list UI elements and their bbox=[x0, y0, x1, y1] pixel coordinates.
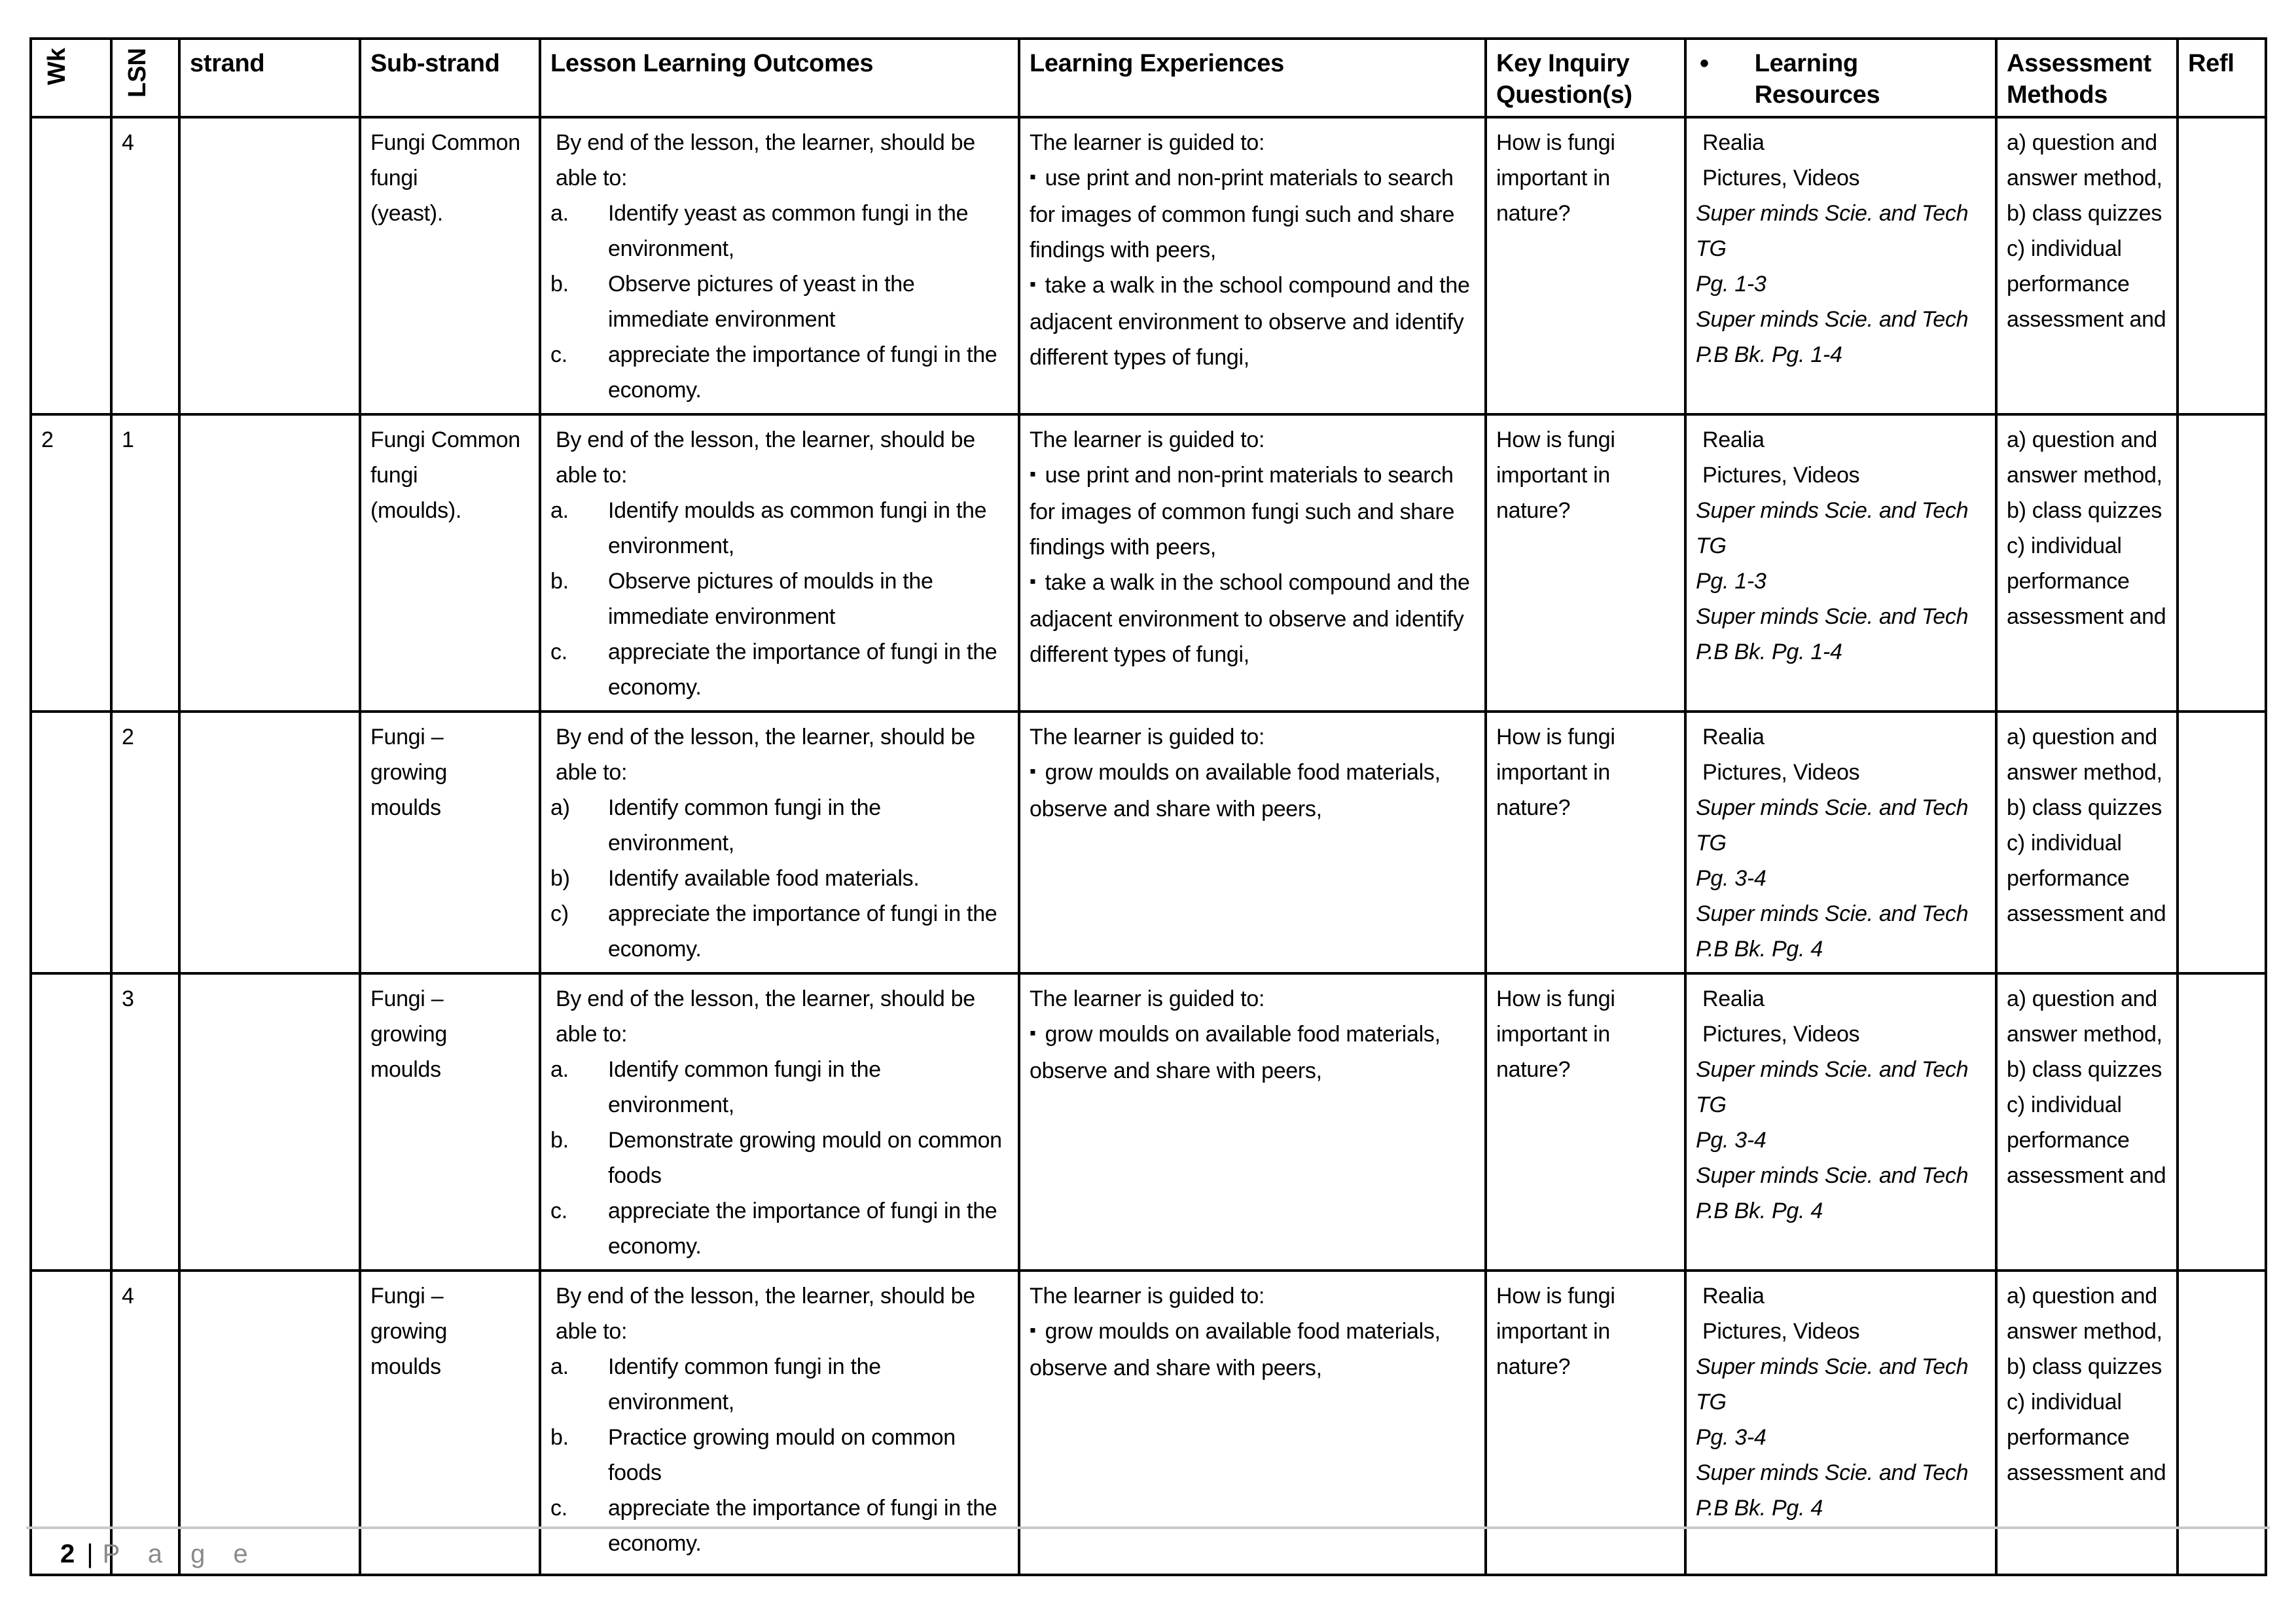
square-bullet-icon: ▪ bbox=[1030, 1022, 1036, 1043]
resource-line: Pg. 1-3 bbox=[1696, 569, 1767, 594]
outcome-item: a. Identify yeast as common fungi in the environment, bbox=[550, 201, 969, 261]
col-header-substrand: Sub-strand bbox=[360, 39, 540, 117]
lsn-cell: 4 bbox=[111, 117, 179, 414]
experience-item: ▪ grow moulds on available food materials, observe and share with peers, bbox=[1030, 1017, 1477, 1089]
experience-item: ▪ use print and non-print materials to search for images of common fungi such and share findings with peers, bbox=[1030, 458, 1477, 565]
outcome-item: c. appreciate the importance of fungi in the economy. bbox=[550, 640, 997, 700]
assessment-cell bbox=[1996, 712, 2178, 973]
experiences-intro: The learner is guided to: bbox=[1030, 986, 1265, 1011]
experiences-cell bbox=[1019, 117, 1486, 414]
assessment-line: b) class quizzes bbox=[2007, 498, 2162, 523]
inquiry-cell: How is fungi important in nature? bbox=[1486, 712, 1685, 973]
resources-cell bbox=[1685, 712, 1996, 973]
col-header-strand: strand bbox=[179, 39, 360, 117]
outcome-item: a. Identify moulds as common fungi in the environment, bbox=[550, 498, 987, 558]
lsn-cell: 1 bbox=[111, 414, 179, 712]
assessment-line: c) individual performance assessment and bbox=[2007, 1092, 2166, 1188]
experience-item: ▪ grow moulds on available food materials, observe and share with peers, bbox=[1030, 1314, 1477, 1386]
resource-line: P.B Bk. Pg. 4 bbox=[1696, 1199, 1823, 1223]
experiences-intro: The learner is guided to: bbox=[1030, 130, 1265, 155]
inquiry-cell: How is fungi important in nature? bbox=[1486, 973, 1685, 1271]
assessment-line: b) class quizzes bbox=[2007, 1057, 2162, 1082]
resource-line: Super minds Scie. and Tech bbox=[1696, 1460, 1969, 1485]
outcome-item: b. Practice growing mould on common foods bbox=[550, 1425, 956, 1485]
table-row bbox=[31, 973, 2266, 1271]
assessment-cell bbox=[1996, 414, 2178, 712]
assessment-line: a) question and answer method, bbox=[2007, 427, 2162, 488]
resource-line: Pictures, Videos bbox=[1702, 1022, 1860, 1047]
substrand-cell: Fungi – growing moulds bbox=[360, 712, 540, 973]
assessment-line: a) question and answer method, bbox=[2007, 986, 2162, 1047]
col-header-resources bbox=[1685, 39, 1996, 117]
outcome-item: c. appreciate the importance of fungi in the economy. bbox=[550, 342, 997, 403]
substrand-cell: Fungi – growing moulds bbox=[360, 973, 540, 1271]
outcome-item: a. Identify common fungi in the environment, bbox=[550, 1354, 881, 1415]
wk-cell bbox=[31, 973, 111, 1271]
resource-line: Realia bbox=[1702, 1284, 1765, 1308]
inquiry-cell: How is fungi important in nature? bbox=[1486, 117, 1685, 414]
resource-line: Pg. 1-3 bbox=[1696, 272, 1767, 297]
resource-line: Super minds Scie. and Tech bbox=[1696, 1163, 1969, 1188]
outcome-item: c. appreciate the importance of fungi in the economy. bbox=[550, 1199, 997, 1259]
table-row bbox=[31, 117, 2266, 414]
outcomes-cell bbox=[540, 1271, 1019, 1575]
resource-line: Pg. 3-4 bbox=[1696, 1425, 1767, 1450]
strand-cell bbox=[179, 414, 360, 712]
resource-line: Super minds Scie. and Tech TG bbox=[1696, 498, 1969, 558]
square-bullet-icon: ▪ bbox=[1030, 1320, 1036, 1340]
bullet-icon: • bbox=[1700, 49, 1709, 78]
page-number: 2 bbox=[60, 1540, 75, 1568]
refl-cell bbox=[2178, 712, 2266, 973]
refl-cell bbox=[2178, 973, 2266, 1271]
resource-line: Realia bbox=[1702, 986, 1765, 1011]
refl-cell bbox=[2178, 414, 2266, 712]
col-header-resources-label: Learning Resources bbox=[1754, 50, 1880, 109]
experiences-cell bbox=[1019, 414, 1486, 712]
col-header-outcomes: Lesson Learning Outcomes bbox=[540, 39, 1019, 117]
table-row bbox=[31, 414, 2266, 712]
resource-line: Super minds Scie. and Tech TG bbox=[1696, 201, 1969, 261]
col-header-inquiry: Key Inquiry Question(s) bbox=[1486, 39, 1685, 117]
resource-line: Pg. 3-4 bbox=[1696, 1128, 1767, 1153]
experience-item: ▪ use print and non-print materials to search for images of common fungi such and share findings with peers, bbox=[1030, 160, 1477, 268]
resource-line: Pictures, Videos bbox=[1702, 1319, 1860, 1344]
resource-line: Super minds Scie. and Tech TG bbox=[1696, 795, 1969, 856]
outcomes-intro: By end of the lesson, the learner, should be able to: bbox=[556, 130, 975, 190]
assessment-line: a) question and answer method, bbox=[2007, 130, 2162, 190]
resources-cell bbox=[1685, 973, 1996, 1271]
resource-line: Pictures, Videos bbox=[1702, 166, 1860, 190]
assessment-line: c) individual performance assessment and bbox=[2007, 533, 2166, 629]
col-header-experiences: Learning Experiences bbox=[1019, 39, 1486, 117]
experiences-intro: The learner is guided to: bbox=[1030, 1284, 1265, 1308]
wk-cell bbox=[31, 712, 111, 973]
resource-line: Super minds Scie. and Tech bbox=[1696, 604, 1969, 629]
resources-cell bbox=[1685, 414, 1996, 712]
outcome-item: b. Observe pictures of yeast in the immediate environment bbox=[550, 272, 915, 332]
outcome-item: a. Identify common fungi in the environment, bbox=[550, 1057, 881, 1117]
assessment-cell bbox=[1996, 973, 2178, 1271]
assessment-line: a) question and answer method, bbox=[2007, 1284, 2162, 1344]
resource-line: Super minds Scie. and Tech TG bbox=[1696, 1057, 1969, 1117]
outcomes-intro: By end of the lesson, the learner, should be able to: bbox=[556, 725, 975, 785]
page-separator: | bbox=[86, 1540, 94, 1568]
square-bullet-icon: ▪ bbox=[1030, 166, 1036, 187]
col-header-lsn-label: LSN bbox=[124, 48, 151, 98]
experience-item: ▪ grow moulds on available food materials, observe and share with peers, bbox=[1030, 755, 1477, 827]
experiences-intro: The learner is guided to: bbox=[1030, 427, 1265, 452]
col-header-assessment: Assessment Methods bbox=[1996, 39, 2178, 117]
scheme-of-work-table bbox=[29, 37, 2267, 1576]
resource-line: P.B Bk. Pg. 1-4 bbox=[1696, 640, 1842, 664]
assessment-line: b) class quizzes bbox=[2007, 1354, 2162, 1379]
experience-item: ▪ take a walk in the school compound and the adjacent environment to observe and identify different types of fungi, bbox=[1030, 268, 1477, 375]
resource-line: Pictures, Videos bbox=[1702, 463, 1860, 488]
header-row bbox=[31, 39, 2266, 117]
page-label: P a g e bbox=[102, 1540, 259, 1568]
assessment-line: a) question and answer method, bbox=[2007, 725, 2162, 785]
outcome-item: c. appreciate the importance of fungi in the economy. bbox=[550, 1496, 997, 1556]
wk-cell bbox=[31, 117, 111, 414]
assessment-cell bbox=[1996, 1271, 2178, 1575]
strand-cell bbox=[179, 973, 360, 1271]
strand-cell bbox=[179, 712, 360, 973]
outcome-item: c) appreciate the importance of fungi in the economy. bbox=[550, 901, 997, 962]
strand-cell bbox=[179, 1271, 360, 1575]
substrand-cell: Fungi – growing moulds bbox=[360, 1271, 540, 1575]
lsn-cell: 4 bbox=[111, 1271, 179, 1575]
square-bullet-icon: ▪ bbox=[1030, 274, 1036, 294]
resource-line: Super minds Scie. and Tech bbox=[1696, 307, 1969, 332]
square-bullet-icon: ▪ bbox=[1030, 463, 1036, 484]
resource-line: P.B Bk. Pg. 1-4 bbox=[1696, 342, 1842, 367]
resource-line: Pg. 3-4 bbox=[1696, 866, 1767, 891]
assessment-line: c) individual performance assessment and bbox=[2007, 1390, 2166, 1485]
resource-line: Realia bbox=[1702, 427, 1765, 452]
outcome-item: b) Identify available food materials. bbox=[550, 866, 920, 891]
page-footer bbox=[60, 1540, 259, 1569]
outcome-item: b. Demonstrate growing mould on common foods bbox=[550, 1128, 1002, 1188]
table-row bbox=[31, 712, 2266, 973]
strand-cell bbox=[179, 117, 360, 414]
resources-cell bbox=[1685, 1271, 1996, 1575]
assessment-line: b) class quizzes bbox=[2007, 795, 2162, 820]
table-row bbox=[31, 1271, 2266, 1575]
outcomes-intro: By end of the lesson, the learner, should be able to: bbox=[556, 427, 975, 488]
refl-cell bbox=[2178, 117, 2266, 414]
outcomes-cell bbox=[540, 973, 1019, 1271]
assessment-line: c) individual performance assessment and bbox=[2007, 236, 2166, 332]
resource-line: P.B Bk. Pg. 4 bbox=[1696, 937, 1823, 962]
footer-divider bbox=[26, 1526, 2270, 1529]
resource-line: Super minds Scie. and Tech TG bbox=[1696, 1354, 1969, 1415]
inquiry-cell: How is fungi important in nature? bbox=[1486, 1271, 1685, 1575]
col-header-wk bbox=[31, 39, 111, 117]
outcomes-cell bbox=[540, 414, 1019, 712]
experiences-cell bbox=[1019, 973, 1486, 1271]
experiences-cell bbox=[1019, 1271, 1486, 1575]
lsn-cell: 2 bbox=[111, 712, 179, 973]
refl-cell bbox=[2178, 1271, 2266, 1575]
wk-cell bbox=[31, 1271, 111, 1575]
inquiry-cell: How is fungi important in nature? bbox=[1486, 414, 1685, 712]
col-header-wk-label: Wk bbox=[43, 48, 71, 85]
experience-item: ▪ take a walk in the school compound and the adjacent environment to observe and identify different types of fungi, bbox=[1030, 565, 1477, 672]
square-bullet-icon: ▪ bbox=[1030, 761, 1036, 781]
experiences-cell bbox=[1019, 712, 1486, 973]
square-bullet-icon: ▪ bbox=[1030, 571, 1036, 591]
assessment-line: b) class quizzes bbox=[2007, 201, 2162, 226]
assessment-cell bbox=[1996, 117, 2178, 414]
outcomes-cell bbox=[540, 117, 1019, 414]
substrand-cell: Fungi Common fungi (yeast). bbox=[360, 117, 540, 414]
resource-line: Pictures, Videos bbox=[1702, 760, 1860, 785]
resource-line: Realia bbox=[1702, 130, 1765, 155]
resources-cell bbox=[1685, 117, 1996, 414]
experiences-intro: The learner is guided to: bbox=[1030, 725, 1265, 749]
col-header-lsn bbox=[111, 39, 179, 117]
resource-line: Realia bbox=[1702, 725, 1765, 749]
assessment-line: c) individual performance assessment and bbox=[2007, 831, 2166, 926]
outcomes-cell bbox=[540, 712, 1019, 973]
outcome-item: b. Observe pictures of moulds in the immediate environment bbox=[550, 569, 933, 629]
col-header-refl: Refl bbox=[2178, 39, 2266, 117]
outcome-item: a) Identify common fungi in the environment, bbox=[550, 795, 881, 856]
substrand-cell: Fungi Common fungi (moulds). bbox=[360, 414, 540, 712]
outcomes-intro: By end of the lesson, the learner, should be able to: bbox=[556, 1284, 975, 1344]
wk-cell: 2 bbox=[31, 414, 111, 712]
resource-line: Super minds Scie. and Tech bbox=[1696, 901, 1969, 926]
resource-line: P.B Bk. Pg. 4 bbox=[1696, 1496, 1823, 1521]
lsn-cell: 3 bbox=[111, 973, 179, 1271]
outcomes-intro: By end of the lesson, the learner, should be able to: bbox=[556, 986, 975, 1047]
